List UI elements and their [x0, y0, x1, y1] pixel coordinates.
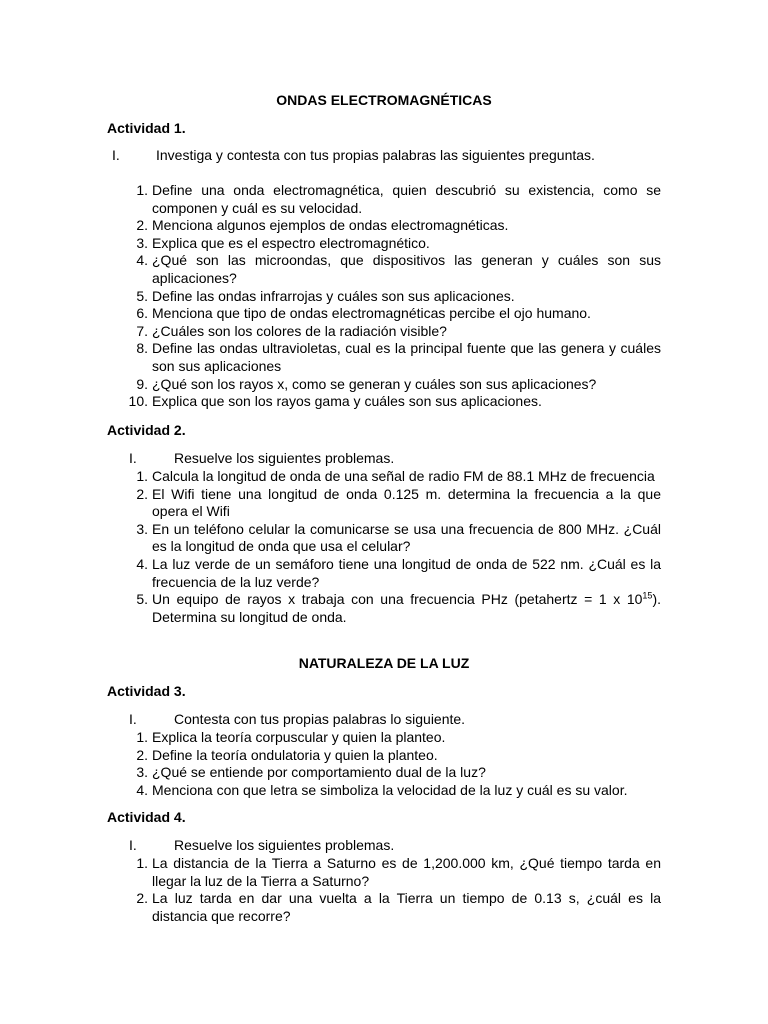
- list-item-number: 1.: [136, 468, 148, 484]
- list-item-number: 2.: [136, 485, 148, 502]
- list-item-number: 5.: [136, 591, 148, 608]
- act2-problem-list: [0, 468, 768, 626]
- list-item-number: 3.: [136, 520, 148, 537]
- list-item: [0, 556, 768, 591]
- heading-actividad-2: Actividad 2.: [107, 422, 186, 438]
- list-item: [0, 235, 768, 253]
- list-item-number: 9.: [136, 375, 148, 392]
- heading-actividad-4: Actividad 4.: [107, 809, 186, 825]
- act2-roman-numeral: I.: [129, 450, 137, 466]
- list-item: [0, 782, 768, 800]
- list-item-text: ¿Cuáles son los colores de la radiación visible?: [152, 322, 447, 339]
- list-item: [0, 729, 768, 747]
- list-item: [0, 855, 768, 890]
- act4-problem-list: [0, 855, 768, 925]
- list-item-number: 4.: [136, 252, 148, 269]
- list-item-text: ¿Qué son las microondas, que dispositivos las generan y cuáles son sus aplicaciones?: [152, 252, 661, 286]
- list-item-text: Define las ondas infrarrojas y cuáles son sus aplicaciones.: [152, 287, 515, 304]
- act4-roman-numeral: I.: [129, 837, 137, 853]
- list-item-text: La distancia de la Tierra a Saturno es de 1,200.000 km, ¿Qué tiempo tarda en llegar la luz de la Tierra a Saturno?: [152, 855, 661, 889]
- list-item: [0, 376, 768, 394]
- list-item-text: [152, 591, 661, 626]
- list-item-number: 7.: [136, 322, 148, 339]
- list-item-text-part: Un equipo de rayos x trabaja con una frecuencia PHz (petahertz = 1 x 10: [152, 591, 643, 608]
- title-ondas-electromagneticas: ONDAS ELECTROMAGNÉTICAS: [276, 92, 492, 108]
- list-item-number: 8.: [136, 340, 148, 357]
- list-item-text: Define las ondas ultravioletas, cual es la principal fuente que las genera y cuáles son sus aplicaciones: [152, 340, 661, 374]
- list-item-text: El Wifi tiene una longitud de onda 0.125 m. determina la frecuencia a la que opera el Wifi: [152, 485, 661, 520]
- list-item-number: 4.: [136, 781, 148, 798]
- act3-question-list: [0, 729, 768, 799]
- heading-actividad-3: Actividad 3.: [107, 683, 186, 699]
- list-item-text: ¿Qué se entiende por comportamiento dual de la luz?: [152, 764, 486, 781]
- list-item-text: La luz verde de un semáforo tiene una longitud de onda de 522 nm. ¿Cuál es la frecuencia de la luz verde?: [152, 555, 661, 590]
- act3-roman-numeral: I.: [129, 711, 137, 727]
- list-item-number: 1.: [136, 182, 148, 198]
- list-item-number: 2.: [136, 746, 148, 763]
- list-item: [0, 747, 768, 765]
- list-item: [0, 486, 768, 521]
- list-item-number: 2.: [136, 217, 148, 234]
- list-item-text: Menciona con que letra se simboliza la velocidad de la luz y cuál es su valor.: [152, 781, 628, 798]
- act3-intro-text: Contesta con tus propias palabras lo siguiente.: [174, 711, 466, 727]
- heading-actividad-1: Actividad 1.: [107, 120, 186, 136]
- list-item-text: La luz tarda en dar una vuelta a la Tierra un tiempo de 0.13 s, ¿cuál es la distancia que recorre?: [152, 890, 661, 924]
- act1-intro-text: Investiga y contesta con tus propias palabras las siguientes preguntas.: [156, 147, 595, 163]
- list-item-number: 4.: [136, 555, 148, 572]
- act1-roman-numeral: I.: [112, 147, 120, 163]
- list-item: [0, 252, 768, 287]
- list-item-number: 6.: [136, 305, 148, 322]
- list-item: [0, 521, 768, 556]
- list-item-text-part: ). Determina su longitud de onda.: [152, 591, 661, 625]
- list-item: [0, 305, 768, 323]
- list-item: [0, 323, 768, 341]
- list-item-text: En un teléfono celular la comunicarse se usa una frecuencia de 800 MHz. ¿Cuál es la longitud de onda que usa el celular?: [152, 520, 661, 555]
- list-item-number: 3.: [136, 234, 148, 251]
- list-item: [0, 340, 768, 375]
- list-item-text: Explica que es el espectro electromagnético.: [152, 234, 430, 251]
- list-item-number: 1.: [136, 729, 148, 745]
- list-item: [0, 591, 768, 626]
- list-item-text: Calcula la longitud de onda de una señal de radio FM de 88.1 MHz de frecuencia: [152, 468, 655, 484]
- list-item-text: Explica la teoría corpuscular y quien la planteo.: [152, 729, 446, 745]
- act4-intro-text: Resuelve los siguientes problemas.: [174, 837, 395, 853]
- list-item-number: 10.: [128, 393, 148, 410]
- title-naturaleza-de-la-luz: NATURALEZA DE LA LUZ: [298, 655, 470, 671]
- list-item-number: 2.: [136, 890, 148, 907]
- act1-question-list: [0, 182, 768, 411]
- list-item: [0, 764, 768, 782]
- list-item-number: 1.: [136, 855, 148, 871]
- list-item-text: ¿Qué son los rayos x, como se generan y cuáles son sus aplicaciones?: [152, 375, 597, 392]
- list-item-number: 5.: [136, 287, 148, 304]
- list-item-number: 3.: [136, 764, 148, 781]
- list-item: [0, 393, 768, 411]
- list-item: [0, 217, 768, 235]
- list-item-text: Menciona algunos ejemplos de ondas electromagnéticas.: [152, 217, 509, 234]
- list-item: [0, 468, 768, 486]
- list-item-text: Menciona que tipo de ondas electromagnéticas percibe el ojo humano.: [152, 305, 591, 322]
- list-item-text: Define una onda electromagnética, quien descubrió su existencia, como se componen y cuál es su velocidad.: [152, 182, 661, 216]
- exponent-superscript: 15: [642, 590, 653, 601]
- act2-intro-text: Resuelve los siguientes problemas.: [174, 450, 395, 466]
- list-item: [0, 182, 768, 217]
- list-item-text: Define la teoría ondulatoria y quien la planteo.: [152, 746, 438, 763]
- list-item-text: Explica que son los rayos gama y cuáles son sus aplicaciones.: [152, 393, 542, 410]
- list-item: [0, 890, 768, 925]
- list-item: [0, 288, 768, 306]
